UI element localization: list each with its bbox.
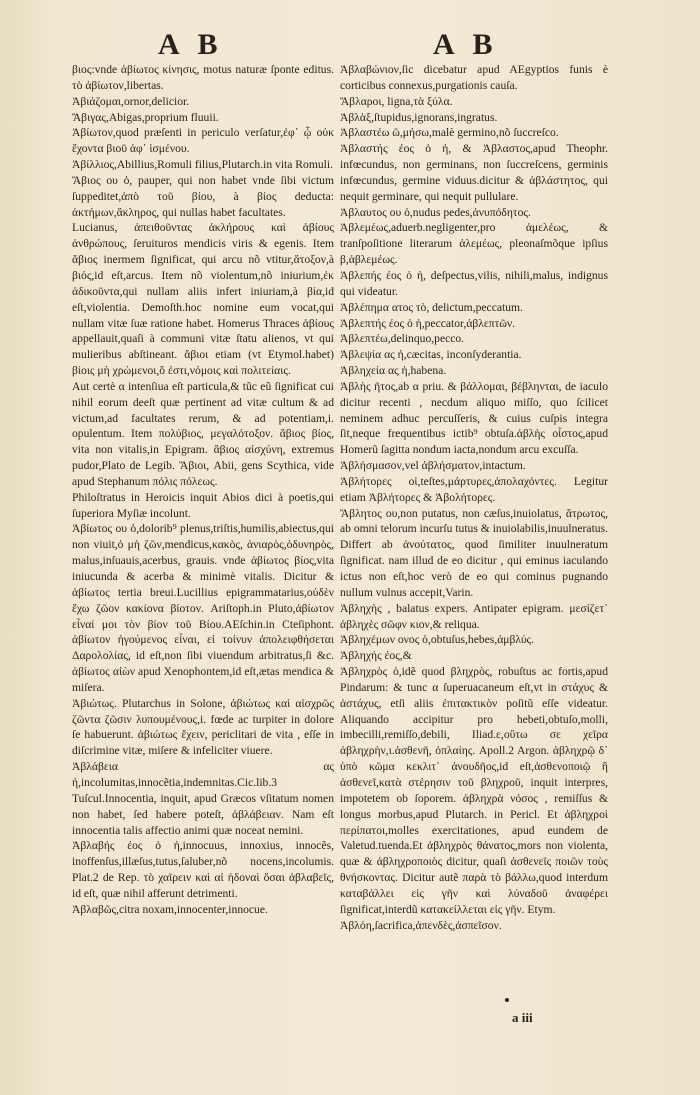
entry: Ἀβληχής έος,& [340, 649, 412, 663]
entry: Ἀβληχρὸς ὁ,idẽ quod βληχρὸς, robuſtus ac fortis,apud Pindarum: & tunc α ſuperuacaneum eſt,vt in στάχυς & ἀστάχυς, etſi aliis ἐπιτακτικὸν poſitũ eſſe videatur. Aliquando accipitur pro hebeti,obtuſo,molli, imbecilli,remiſſo,debili, Iliad.ε,οὕτω σε χεῖρα ἀβληχρὴν,ι.ἀσθενῆ, ὁπλαίης. Apoll.2 Argon. ἀβληχρῷ δ᾽ ὑπὸ κῶμα κεκλιτ᾽ ἀνουδῆος,id eſt,ἀσθενοποιῷ ἢ ἀσθενεῖ,κατὰ στέρησιν τοῦ βληχροῦ, inquit interpres, impotetem ob ſoporem. ἀβληχρὰ νόσος , remiſſus & longus morbus,apud Plutarch. in Pericl. Et ἀβληχροὶ περίπατοι,molles exercitationes, apud eundem de Valetud.tuenda.Et ἀβληχρὸς θάνατος,mors non violenta, quæ & ἀβληχροποιὸς dicitur, quaſi ἀσθενεῖς ποιῶν τοὺς θνήσκοντας. Dicitur autẽ παρὰ τὸ βάλλω,quod interdum καταβάλλει εἰς γῆν καὶ λύναδοῦ ἀναφέρει ſignificat,interdũ κατακείλλεται εἰς γῆν. Etym. [340, 665, 608, 916]
signature: a iii [512, 1010, 533, 1025]
left-column [72, 62, 334, 918]
entry: Ἀβλαστής έος ὁ ἡ, & Ἀβλαστος,apud Theophr. infœcundus, non germinans, non ſuccreſcens, germinis infœcundus, germine viduus.dicitur & ἀβλάστητος, qui nequit germinare, qui nequit pullulare. [340, 142, 608, 203]
right-column [340, 62, 608, 933]
entry: βιος:vnde ἀβίωτος κίνησις, motus naturæ ſponte editus. τὸ ἀβίωτον,libertas. [72, 63, 334, 92]
running-head-left: A B [158, 28, 224, 61]
entry: Ἀβλαβής έος ὁ ἡ,innocuus, innoxius, innocẽs, inoffenſus,illæſus,tutus,ſaluber,nõ nocens,incolumis. Plat.2 de Rep. τὸ χαῖρειν καὶ αἱ ἡδοναὶ ὅσαι ἀβλαβεῖς, id eſt, quæ nihil afferunt detrimenti. [72, 839, 334, 900]
entry: Ἀβλέπημα ατος τὸ, delictum,peccatum. [340, 300, 523, 314]
entry: Aut certè α intenſiua eſt particula,& tũc eũ ſignificat cui nihil eorum deeſt quæ pertinent ad vitæ cultum & ad victum,ad facultates rerum, & ad potentiam,i. opulentum. Item πολύβιος, μεγαλότοξον. ἄβιος βίος, vita non vitalis,in Epigram. ἄβιος αἰσχύνη, extremus pudor,Plato de Legib. Ἄβιοι, Abii, gens Scythica, vide apud Stephanum πόλις πόλεως. [72, 379, 334, 488]
running-head-right: A B [433, 28, 499, 61]
entry: Ἀβλαβῶς,citra noxam,innocenter,innocue. [72, 902, 268, 916]
entry: Ἀβίωτος ου ὁ,dolorib⁹ plenus,triſtis,humilis,abiectus,qui non viuit,ὁ μὴ ζῶν,mendicus,κακὸς, ἀνιαρὸς,ὀδυνηρὸς, malus,inſuauis,acerbus, grauis. vnde ἀβίωτος βίος,vita iniucunda & acerba & minimè vitalis. Dicitur & ἀβίωτος tertia breui.Lucillius epigrammatarius,οὐδὲν ἔχω ζῶον κακίονα βίοτον. Ariſtoph.in Pluto,ἀβίωτον εἶναί μοι τὸν βίον τοῦ Βίου.AEſchin.in Cteſiphont. ἀβίωτον ἡγούμενος εἶναι, εἰ τοίνυν ἀπολειφθήσεται Δαρολολίας, id eſt,non ſibi viuendum arbitratus,ſi &c. ἀβίωτος αἰὼν apud Xenophontem,id eſt,ætas mendica & miſera. [72, 522, 334, 694]
entry: Ἀβληχεία ας ἡ,habena. [340, 364, 447, 378]
entry: Ἀβλαβώνιον,ſic dicebatur apud AEgyptios funis è corticibus connexus,purgationis cauſa. [340, 63, 608, 92]
entry: Lucianus, ἀπειθοῦντας ἀκλήρους καὶ ἀβίους ἀνθρώπους, ſeruituros mendicis viris & egenis. Item ἄβιος inermem ſignificat, qui arcu nõ vtitur,ἄτοξον,à βιός,id eſt,arcus. Item nõ violentum,nõ iniurium,ἐκ ἀδικοῦντα,qui nullam aliis infert iniuriam,à βία,id eſt,violentia. Demoſth.hoc nomine eum vocat,qui nullam vitæ ſuæ ratione habet. Homerus Thraces ἀβίους appellauit,quaſi à communi vitæ ſtatu alienos, vt qui mulieribus abſtineant. ἄβιοι etiam (vt Etymol.habet) βίοις μὴ χρώμενοι,ὅ ἐστι,νόμοις καὶ πολιτείαις. [72, 221, 334, 378]
entry: Ἀβλεπτής έος ὁ ἡ,peccator,ἀβλεπτῶν. [340, 316, 516, 330]
entry: Ἄβλαροι, ligna,τὰ ξύλα. [340, 94, 453, 108]
entry: Ἀβλὰξ,ſtupidus,ignorans,ingratus. [340, 110, 498, 124]
entry: Ἀβίωτον,quod præſenti in periculo verſatur,ἐφ᾽ ᾧ οὐκ ἔχοντα βιοῦ ἀφ᾽ ἱσμένου. [72, 126, 334, 156]
entry: Ἀβλήτορες οἱ,teſtes,μάρτυρες,ἀπολαχόντες. Legitur etiam Ἀβλήτορες & Ἀβολήτορες. [340, 474, 608, 504]
entry: Ἀβλεπής έος ὁ ἡ, deſpectus,vilis, nihili,malus, indignus qui videatur. [340, 268, 608, 298]
entry: Ἀβλεμέως,aduerb.negligenter,pro ἀμελέως, & tranſpoſitione literarum ἀλεμέως, pleonaſmõque ipſius β,ἀβλεμέως. [340, 221, 608, 267]
entry: Ἀβίλλιος,Abillius,Romuli filius,Plutarch.in vita Romuli. [72, 158, 333, 172]
entry: Philoſtratus in Heroicis inquit Abios dici à poetis,qui ſuperiora Myſiæ incolunt. [72, 490, 334, 520]
entry: Ἄβλητος ου,non putatus, non cæſus,inuiolatus, ἄτρωτος, ab omni telorum incurſu tutus & inuiolabilis,inuulneratus. Differt ab ἀνούτατος, quod ſimiliter inuulneratum ſignificat. nam illud de eo dicitur , qui eminus iaculando ictus non eſt,hoc verò de eo qui cominus pugnando nullum vulnus accepit,Varin. [340, 506, 608, 599]
entry: Ἀβληχέμων ονος ὁ,obtuſus,hebes,ἀμβλύς. [340, 633, 535, 647]
entry: Ἀβλαστέω ῶ,μήσω,malè germino,nõ ſuccreſco. [340, 126, 559, 140]
entry: Ἀβλὴς ῆτος,ab α priu. & βάλλομαι, βέβληνται, de iaculo dicitur recenti , necdum aliquo miſſo, quo ſcilicet neminem adhuc percuſſeris, & cuius cuſpis integra ſit,neque frequentibus ictib⁹ obtuſa.ἀβλὴς οἶστος,apud Homerũ ſagitta nondum iacta,nondum arcu excuſſa. [340, 379, 608, 457]
entry: Ἄβιγας,Abigas,proprium fluuii. [72, 110, 219, 124]
entry: Ἀβληχὴς , balatus expers. Antipater epigram. μεσίζετ᾽ ἀβληχὲς σῶφν κιον,& reliqua. [340, 601, 608, 631]
entry: Ἀβλόη,ſacrifica,ἀπενδὲς,ἀσπεῖσον. [340, 918, 502, 932]
entry: Ἀβιάζομαι,ornor,delicior. [72, 94, 190, 108]
entry: Ἀβλήσμασον,vel ἀβλήσματον,intactum. [340, 459, 526, 473]
entry: Ἀβλεπτέω,delinquo,pecco. [340, 332, 465, 346]
entry: Ἀβιώτως. Plutarchus in Solone, ἀβιώτως καὶ αἰσχρῶς ζῶντα ζῶσιν λυπουμένους,i. fœde ac turpiter in dolore ſe habuerunt. ἀβιώτως ἔχειν, periclitari de vita , eſſe in diſcrimine vitæ, miſere & infeliciter viuere. [72, 696, 334, 758]
entry: Ἀβλάβεια ας ἡ,incolumitas,innocẽtia,indemnitas.Cic.lib.3 Tuſcul.Innocentia, inquit, apud Græcos vſitatum nomen non habet, ſed habere poteſt, ἀβλάβειαν. Nam eſt innocentia talis affectio animi quæ noceat nemini. [72, 760, 334, 837]
signature-mark [505, 998, 509, 1002]
entry: Ἀβλεψία ας ἡ,cæcitas, inconſyderantia. [340, 348, 522, 362]
entry: Ἀβλαυτος ου ὁ,nudus pedes,ἀνυπόδητος. [340, 205, 531, 219]
entry: Ἄβιος ου ὁ, pauper, qui non habet vnde ſibi victum ſuppeditet,ἀπὸ τοῦ βίου, à βίος deducta: ἀκτήμων,ἄκληρος, qui nullas habet facultates. [72, 173, 334, 219]
